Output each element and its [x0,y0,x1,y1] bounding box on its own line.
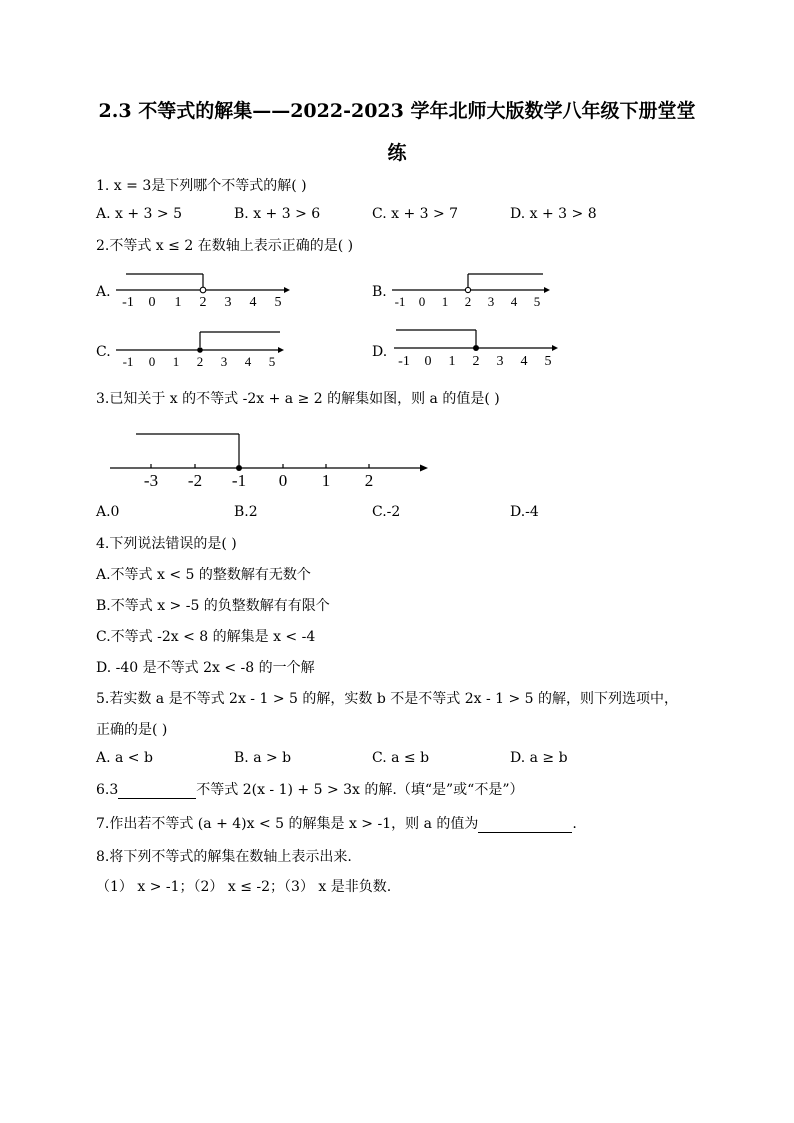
svg-text:1: 1 [174,295,182,310]
svg-text:4: 4 [249,295,257,310]
svg-text:-1: -1 [394,294,406,309]
q2-stem: 2.不等式 x ≤ 2 在数轴上表示正确的是( ) [96,238,354,254]
svg-text:-1: -1 [398,354,410,369]
svg-text:4: 4 [510,294,518,309]
q6-text-before: 6.3 [96,782,119,798]
q4-option-d: D. -40 是不等式 2x < -8 的一个解 [96,660,315,676]
q8-stem: 8.将下列不等式的解集在数轴上表示出来. [96,849,352,865]
q6-line [96,779,523,799]
q3-number-line [108,426,433,492]
svg-text:3: 3 [487,294,495,309]
page-title-line1: 2.3 不等式的解集——2022-2023 学年北师大版数学八年级下册堂堂 [98,100,696,122]
q4-option-b: B.不等式 x > -5 的负整数解有有限个 [96,598,330,614]
q7-text-before: 7.作出若不等式 (a + 4)x < 5 的解集是 x > -1，则 a 的值为 [96,816,479,832]
q7-line [96,813,577,833]
q2-option-c-number-line [112,326,292,370]
q1-option-d: D. x + 3 > 8 [510,206,597,222]
q1-option-c: C. x + 3 > 7 [372,206,459,222]
svg-text:-1: -1 [122,354,134,369]
q4-option-a: A.不等式 x < 5 的整数解有无数个 [96,567,311,583]
svg-text:-3: -3 [143,471,159,490]
q2-option-a-letter: A. [96,284,111,300]
svg-text:1: 1 [448,354,456,369]
svg-text:1: 1 [172,354,180,369]
q3-option-d: D.-4 [510,504,539,520]
q2-option-a-number-line [112,266,292,310]
q7-answer-blank[interactable] [478,816,572,833]
svg-text:4: 4 [244,354,252,369]
q5-option-d: D. a ≥ b [510,750,568,766]
svg-text:5: 5 [268,354,276,369]
q5-option-b: B. a > b [234,750,292,766]
q4-option-c: C.不等式 -2x < 8 的解集是 x < -4 [96,629,316,645]
svg-text:3: 3 [220,354,228,369]
q3-option-a: A.0 [96,504,120,520]
svg-text:0: 0 [424,354,432,369]
svg-text:1: 1 [441,294,449,309]
q4-stem: 4.下列说法错误的是( ) [96,536,237,552]
q5-stem-line2: 正确的是( ) [96,722,168,738]
q1-stem: 1. x = 3是下列哪个不等式的解( ) [96,178,307,194]
q5-option-c: C. a ≤ b [372,750,430,766]
svg-text:3: 3 [496,354,504,369]
q5-stem-line1: 5.若实数 a 是不等式 2x - 1 > 5 的解，实数 b 不是不等式 2x - 1 > 5 的解，则下列选项中， [96,691,679,707]
svg-text:3: 3 [224,295,232,310]
q2-option-b-letter: B. [372,284,387,300]
svg-text:0: 0 [148,295,156,310]
q1-option-a: A. x + 3 > 5 [96,206,182,222]
svg-text:2: 2 [472,354,480,369]
q2-option-c-letter: C. [96,344,111,360]
svg-text:2: 2 [199,295,207,310]
q1-option-b: B. x + 3 > 6 [234,206,321,222]
svg-text:1: 1 [321,471,331,490]
svg-text:2: 2 [464,294,472,309]
svg-text:5: 5 [544,354,552,369]
svg-text:4: 4 [520,354,528,369]
svg-text:5: 5 [533,294,541,309]
svg-text:2: 2 [196,354,204,369]
q2-option-b-number-line [388,266,553,310]
q2-option-d-letter: D. [372,344,388,360]
svg-text:5: 5 [274,295,282,310]
page-title-line2: 练 [387,142,407,164]
q3-option-c: C.-2 [372,504,401,520]
svg-text:0: 0 [418,294,426,309]
q6-text-after: 不等式 2(x - 1) + 5 > 3x 的解.（填“是”或“不是”） [196,782,524,798]
q6-answer-blank[interactable] [118,782,196,799]
q7-text-after: . [572,816,577,832]
svg-text:0: 0 [148,354,156,369]
q3-stem: 3.已知关于 x 的不等式 -2x + a ≥ 2 的解集如图，则 a 的值是( ) [96,391,500,407]
q3-option-b: B.2 [234,504,258,520]
q5-option-a: A. a < b [96,750,153,766]
svg-text:-2: -2 [187,471,203,490]
svg-text:-1: -1 [231,471,247,490]
svg-text:2: 2 [364,471,374,490]
svg-text:-1: -1 [122,295,134,310]
q8-parts: （1） x > -1；（2） x ≤ -2；（3） x 是非负数. [96,879,392,895]
q2-option-d-number-line [390,322,565,370]
svg-text:0: 0 [278,471,288,490]
